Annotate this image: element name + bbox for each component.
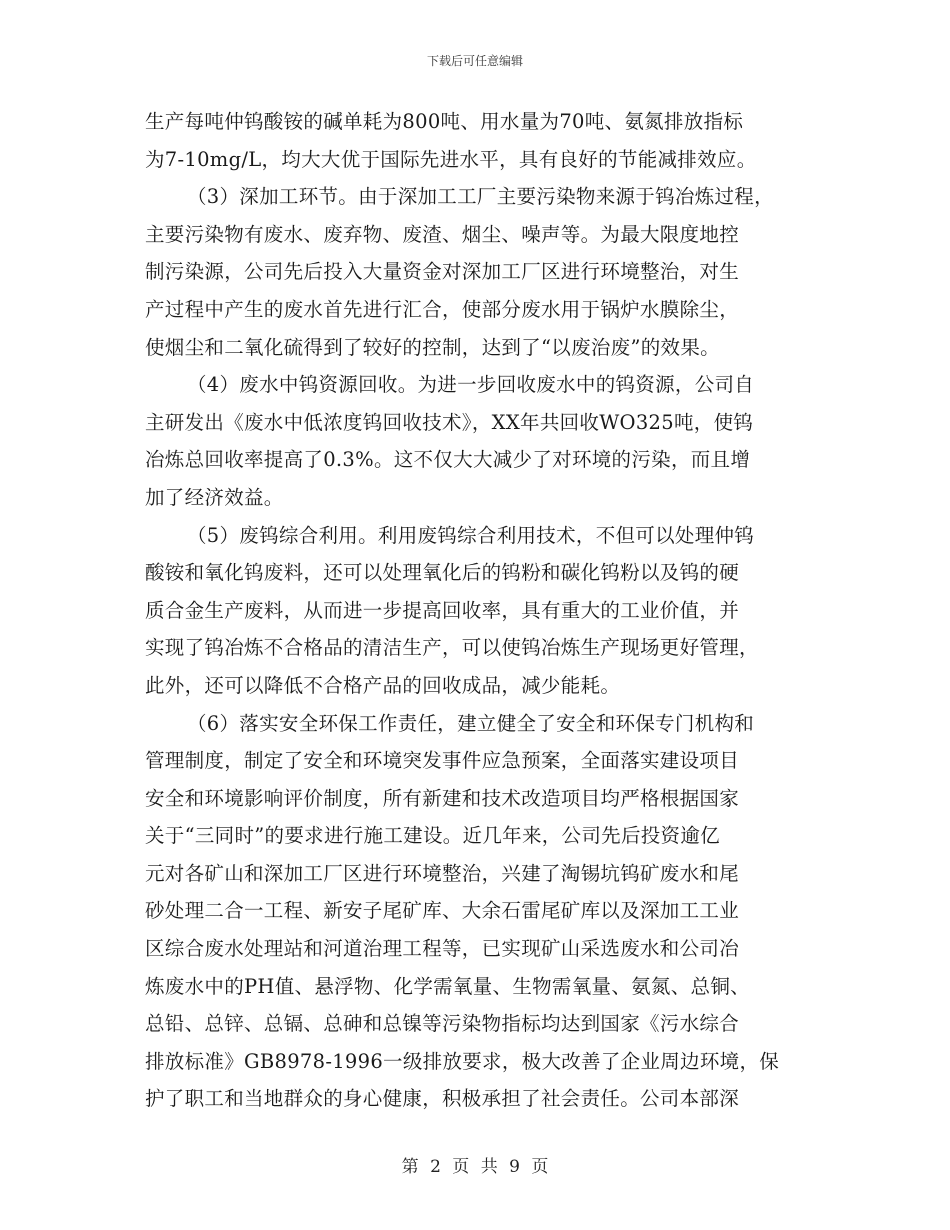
paragraph-line: 总铅、总锌、总镉、总砷和总镍等污染物指标均达到国家《污水综合 [145, 1012, 740, 1036]
paragraph-first-line: （6）落实安全环保工作责任，建立健全了安全和环保专门机构和 [187, 711, 755, 735]
paragraph-line: 区综合废水处理站和河道治理工程等，已实现矿山采选废水和公司冶 [145, 937, 740, 961]
paragraph-line: 元对各矿山和深加工厂区进行环境整治，兴建了淘锡坑钨矿废水和尾 [145, 861, 740, 885]
paragraph-line: 排放标准》GB8978-1996一级排放要求，极大改善了企业周边环境，保 [145, 1049, 780, 1073]
paragraph-first-line: （4）废水中钨资源回收。为进一步回收废水中的钨资源，公司自 [187, 373, 755, 397]
paragraph-line: 加了经济效益。 [145, 485, 284, 509]
page-number-footer: 第 2 页 共 9 页 [401, 1157, 549, 1177]
paragraph-first-line: （5）废钨综合利用。利用废钨综合利用技术，不但可以处理仲钨 [187, 523, 755, 547]
paragraph-line: 产过程中产生的废水首先进行汇合，使部分废水用于锅炉水膜除尘， [145, 297, 740, 321]
paragraph-line: 酸铵和氧化钨废料，还可以处理氧化后的钨粉和碳化钨粉以及钨的硬 [145, 561, 740, 585]
paragraph-line: 为7-10mg/L，均大大优于国际先进水平，具有良好的节能减排效应。 [145, 147, 757, 171]
paragraph-line: 质合金生产废料，从而进一步提高回收率，具有重大的工业价值，并 [145, 598, 740, 622]
paragraph-line: 管理制度，制定了安全和环境突发事件应急预案，全面落实建设项目 [145, 749, 740, 773]
paragraph-line: 冶炼总回收率提高了0.3%。这不仅大大减少了对环境的污染，而且增 [145, 448, 751, 472]
paragraph-line: 炼废水中的PH值、悬浮物、化学需氧量、生物需氧量、氨氮、总铜、 [145, 974, 750, 998]
paragraph-line: 主要污染物有废水、废弃物、废渣、烟尘、噪声等。为最大限度地控 [145, 222, 740, 246]
document-body [145, 103, 815, 1118]
paragraph-line: 此外，还可以降低不合格产品的回收成品，减少能耗。 [145, 673, 621, 697]
paragraph-first-line: （3）深加工环节。由于深加工工厂主要污染物来源于钨冶炼过程， [187, 185, 774, 209]
paragraph-line: 护了职工和当地群众的身心健康，积极承担了社会责任。公司本部深 [145, 1087, 740, 1111]
paragraph-line: 实现了钨冶炼不合格品的清洁生产，可以使钨冶炼生产现场更好管理， [145, 636, 759, 660]
paragraph-line: 制污染源，公司先后投入大量资金对深加工厂区进行环境整治，对生 [145, 260, 740, 284]
paragraph-line: 使烟尘和二氧化硫得到了较好的控制，达到了“以废治废”的效果。 [145, 335, 720, 359]
paragraph-line: 砂处理二合一工程、新安子尾矿库、大余石雷尾矿库以及深加工工业 [145, 899, 740, 923]
paragraph-line: 生产每吨仲钨酸铵的碱单耗为800吨、用水量为70吨、氨氮排放指标 [145, 110, 744, 133]
paragraph-line: 安全和环境影响评价制度，所有新建和技术改造项目均严格根据国家 [145, 786, 740, 810]
paragraph-line: 关于“三同时”的要求进行施工建设。近几年来，公司先后投资逾亿 [145, 824, 720, 848]
paragraph-line: 主研发出《废水中低浓度钨回收技术》，XX年共回收WO325吨，使钨 [145, 410, 754, 434]
page-header: 下载后可任意编辑 [426, 54, 523, 68]
